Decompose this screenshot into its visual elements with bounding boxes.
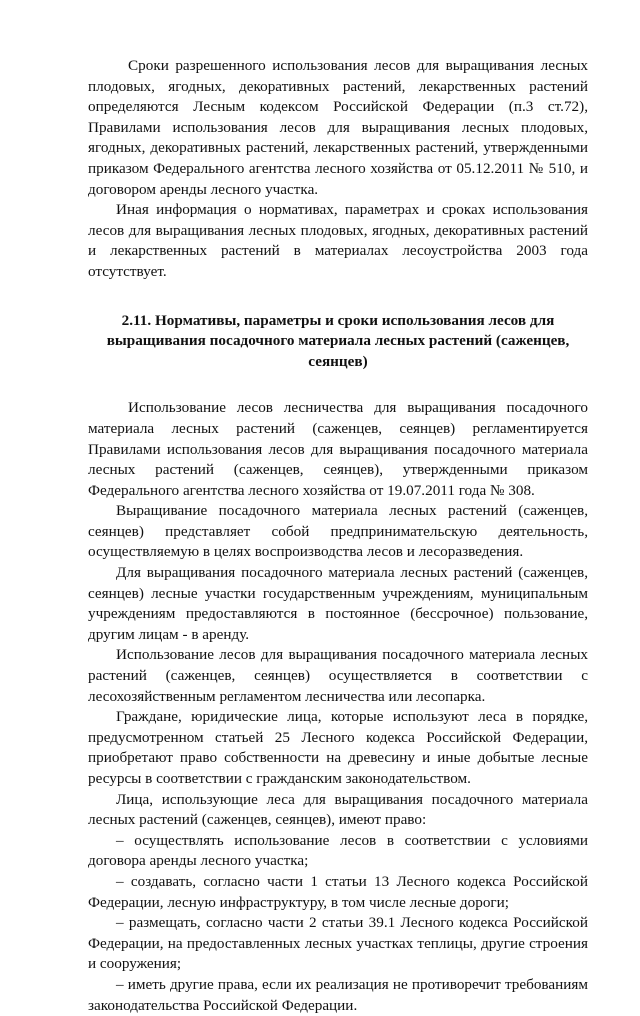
paragraph-forest-regulation: Использование лесов для выращивания посадочного материала лесных растений (саженцев, сеянцев) осуществляется в соответствии с лесохозяйственным регламентом лесничества или лесопарка. xyxy=(88,646,588,705)
paragraph-rights-intro: Лица, использующие леса для выращивания посадочного материала лесных растений (саженцев, сеянцев), имеют право: xyxy=(88,790,588,829)
paragraph-regulation: Использование лесов лесничества для выращивания посадочного материала лесных растений (саженцев, сеянцев) регламентируется Правилами использования лесов для выращивания посадочного материала лесных растений (саженцев, сеянцев), утвержденными приказом Федерального агентства лесного хозяйства от 19.07.2011 года № 308. xyxy=(88,399,588,499)
document-page xyxy=(88,56,588,1016)
paragraph-terms-of-use: Сроки разрешенного использования лесов для выращивания лесных плодовых, ягодных, декоративных растений, лекарственных растений определяются Лесным кодексом Российской Федерации (п.3 ст.72), Правилами использования лесов для выращивания лесных плодовых, ягодных, декоративных растений, лекарственных растений, утвержденными приказом Федерального агентства лесного хозяйства от 05.12.2011 № 510, и договором аренды лесного участка. xyxy=(88,57,588,198)
paragraph-business-activity: Выращивание посадочного материала лесных растений (саженцев, сеянцев) представляет собой предпринимательскую деятельность, осуществляемую в целях воспроизводства лесов и лесоразведения. xyxy=(88,502,588,561)
list-item: – осуществлять использование лесов в соответствии с условиями договора аренды лесного участка; xyxy=(88,831,588,870)
paragraph-land-provision: Для выращивания посадочного материала лесных растений (саженцев, сеянцев) лесные участки государственным учреждениям, муниципальным учреждениям предоставляются в постоянное (бессрочное) пользование, другим лицам - в аренду. xyxy=(88,564,588,643)
list-item: – создавать, согласно части 1 статьи 13 Лесного кодекса Российской Федерации, лесную инфраструктуру, в том числе лесные дороги; xyxy=(88,872,588,911)
list-item: – размещать, согласно части 2 статьи 39.1 Лесного кодекса Российской Федерации, на предоставленных лесных участках теплицы, другие строения и сооружения; xyxy=(88,914,588,973)
paragraph-other-info: Иная информация о нормативах, параметрах и сроках использования лесов для выращивания лесных плодовых, ягодных, декоративных растений и лекарственных растений в материалах лесоустройства 2003 года отсутствует. xyxy=(88,201,588,280)
list-item: – иметь другие права, если их реализация не противоречит требованиям законодательства Российской Федерации. xyxy=(88,975,588,1014)
section-heading: 2.11. Нормативы, параметры и сроки использования лесов для выращивания посадочного материала лесных растений (саженцев, сеянцев) xyxy=(106,311,570,370)
paragraph-ownership-rights: Граждане, юридические лица, которые используют леса в порядке, предусмотренном статьей 25 Лесного кодекса Российской Федерации, приобретают право собственности на древесину и иные добытые лесные ресурсы в соответствии с гражданским законодательством. xyxy=(88,708,588,787)
